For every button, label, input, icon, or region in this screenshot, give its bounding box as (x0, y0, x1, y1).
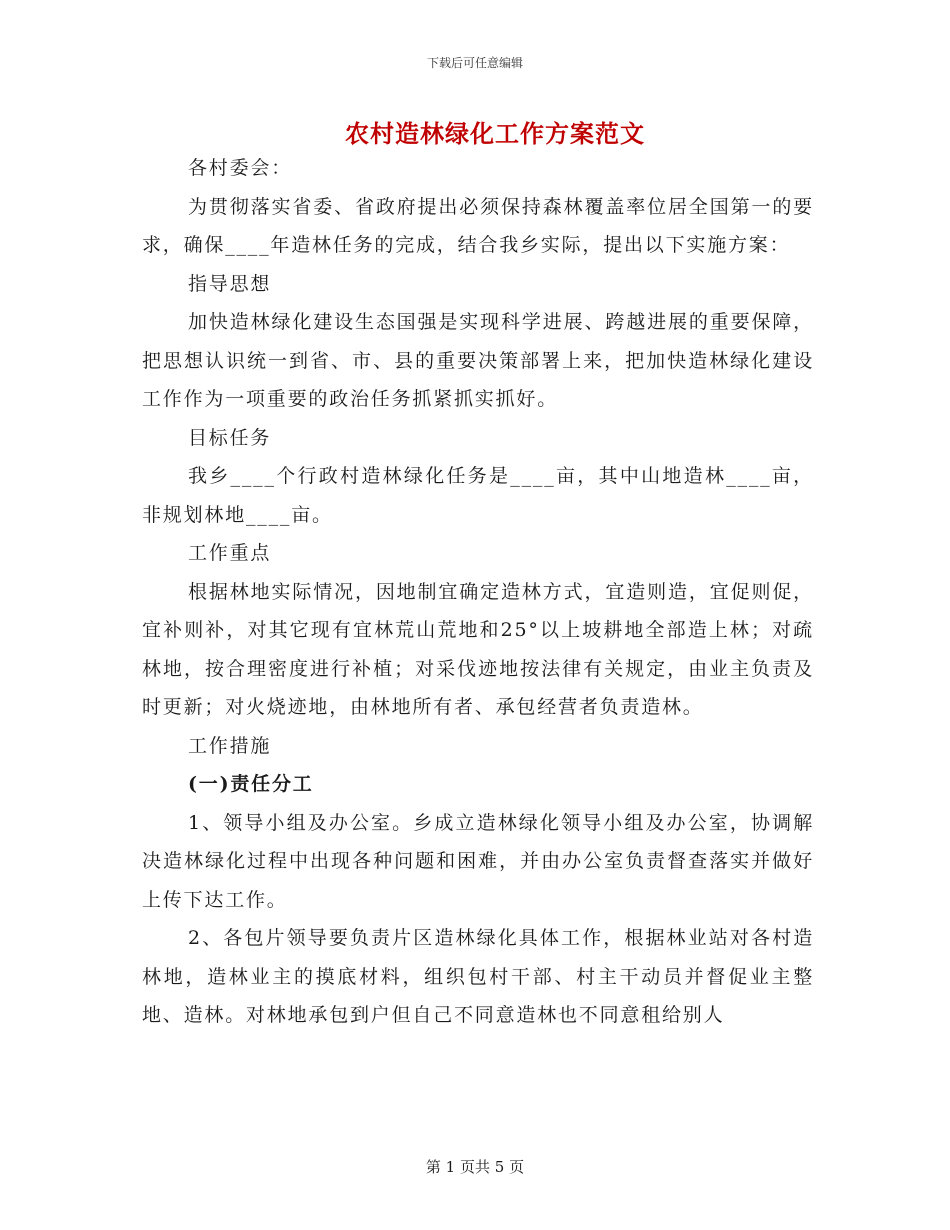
targets-paragraph: 我乡____个行政村造林绿化任务是____亩，其中山地造林____亩，非规划林地____亩。 (142, 465, 814, 526)
header-note: 下载后可任意编辑 (426, 56, 523, 70)
document-body (142, 149, 814, 1035)
intro-paragraph: 为贯彻落实省委、省政府提出必须保持森林覆盖率位居全国第一的要求，确保____年造林任务的完成，结合我乡实际，提出以下实施方案： (142, 195, 814, 256)
section-heading-targets: 目标任务 (188, 426, 272, 449)
salutation: 各村委会： (188, 157, 293, 179)
document-title: 农村造林绿化工作方案范文 (345, 119, 645, 148)
section-heading-measures: 工作措施 (188, 734, 272, 757)
section-heading-guiding-ideology: 指导思想 (188, 272, 272, 295)
key-work-paragraph: 根据林地实际情况，因地制宜确定造林方式，宜造则造，宜促则促，宜补则补，对其它现有宜林荒山荒地和25°以上坡耕地全部造上林；对疏林地，按合理密度进行补植；对采伐迹地按法律有关规定，由业主负责及时更新；对火烧迹地，由林地所有者、承包经营者负责造林。 (142, 580, 814, 718)
measure-item-2: 2、各包片领导要负责片区造林绿化具体工作，根据林业站对各村造林地，造林业主的摸底材料，组织包村干部、村主干动员并督促业主整地、造林。对林地承包到户但自己不同意造林也不同意租给别人 (142, 927, 814, 1026)
guiding-ideology-paragraph: 加快造林绿化建设生态国强是实现科学进展、跨越进展的重要保障，把思想认识统一到省、市、县的重要决策部署上来，把加快造林绿化建设工作作为一项重要的政治任务抓紧抓实抓好。 (142, 311, 814, 410)
section-heading-key-work: 工作重点 (188, 542, 272, 564)
subheading-responsibility: (一)责任分工 (188, 773, 314, 795)
measure-item-1: 1、领导小组及办公室。乡成立造林绿化领导小组及办公室，协调解决造林绿化过程中出现各种问题和困难，并由办公室负责督查落实并做好上传下达工作。 (142, 811, 814, 911)
page-footer: 第 1 页共 5 页 (425, 1158, 525, 1176)
